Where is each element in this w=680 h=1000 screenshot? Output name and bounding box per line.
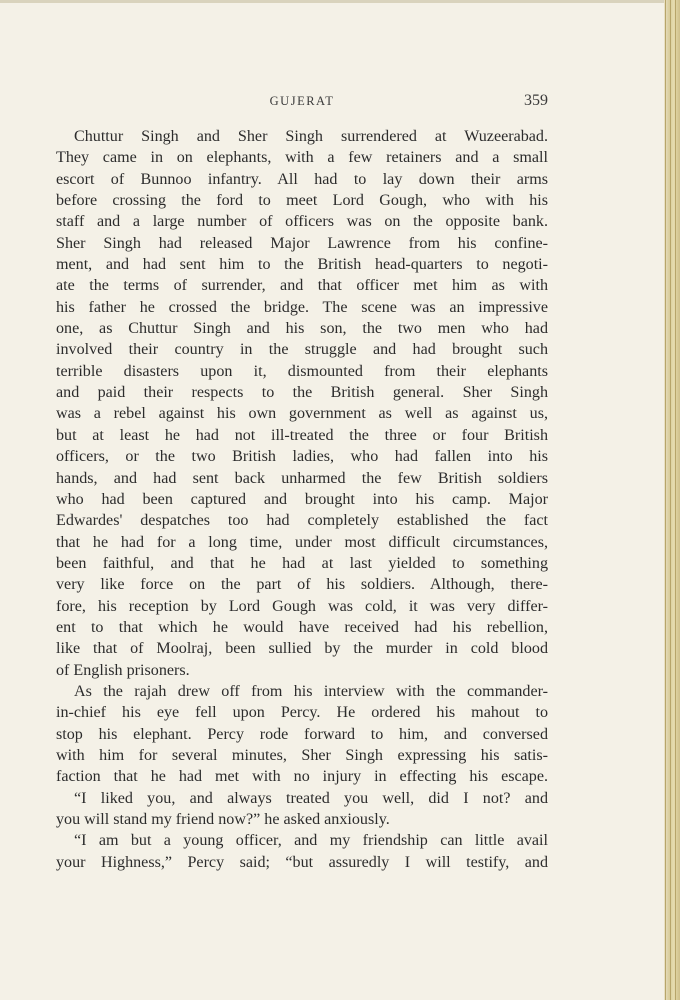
book-edge <box>664 0 680 1000</box>
text-line: your Highness,” Percy said; “but assuredly I will testify, and <box>56 853 548 871</box>
book-edge-line <box>675 0 676 1000</box>
text-line: staff and a large number of officers was on the opposite bank. <box>56 213 548 231</box>
text-line: and paid their respects to the British general. Sher Singh <box>56 384 548 402</box>
page-number: 359 <box>524 92 548 109</box>
text-line: escort of Bunnoo infantry. All had to lay down their arms <box>56 170 548 188</box>
top-edge-rule <box>0 0 680 3</box>
text-line: hands, and had sent back unharmed the few British soldiers <box>56 469 548 487</box>
book-edge-line <box>665 0 666 1000</box>
text-line: stop his elephant. Percy rode forward to him, and conversed <box>56 725 548 743</box>
text-line: ment, and had sent him to the British head-quarters to negoti- <box>56 256 548 274</box>
text-line: They came in on elephants, with a few retainers and a small <box>56 149 548 167</box>
text-line: of English prisoners. <box>56 661 190 679</box>
text-line: in-chief his eye fell upon Percy. He ordered his mahout to <box>56 704 548 722</box>
text-line: you will stand my friend now?” he asked anxiously. <box>56 811 390 828</box>
text-line: that he had for a long time, under most difficult circumstances, <box>56 533 548 551</box>
text-line: but at least he had not ill-treated the three or four British <box>56 426 548 444</box>
text-line: before crossing the ford to meet Lord Gough, who with his <box>56 192 548 210</box>
text-line: As the rajah drew off from his interview with the commander- <box>74 682 548 700</box>
text-line: “I liked you, and always treated you well, did I not? and <box>74 789 548 807</box>
text-line: “I am but a young officer, and my friendship can little avail <box>74 832 548 850</box>
text-line: who had been captured and brought into his camp. Major <box>56 490 548 508</box>
body-text <box>56 126 548 873</box>
text-line: ent to that which he would have received had his rebellion, <box>56 618 548 636</box>
running-head <box>56 92 548 114</box>
text-line: Sher Singh had released Major Lawrence from his confine- <box>56 234 548 252</box>
text-line: terrible disasters upon it, dismounted from their elephants <box>56 362 548 380</box>
text-line: ate the terms of surrender, and that officer met him as with <box>56 277 548 295</box>
chapter-title: GUJERAT <box>269 94 335 108</box>
text-line: officers, or the two British ladies, who had fallen into his <box>56 448 548 466</box>
text-line: one, as Chuttur Singh and his son, the two men who had <box>56 320 548 338</box>
text-line: like that of Moolraj, been sullied by the murder in cold blood <box>56 640 548 658</box>
text-line: Chuttur Singh and Sher Singh surrendered at Wuzeerabad. <box>74 128 548 145</box>
text-line: been faithful, and that he had at last yielded to something <box>56 554 548 572</box>
text-line: very like force on the part of his soldiers. Although, there- <box>56 576 548 594</box>
text-line: his father he crossed the bridge. The scene was an impressive <box>56 298 548 316</box>
text-line: was a rebel against his own government as well as against us, <box>56 405 548 423</box>
text-line: with him for several minutes, Sher Singh expressing his satis- <box>56 746 548 764</box>
text-line: fore, his reception by Lord Gough was cold, it was very differ- <box>56 597 548 615</box>
text-line: involved their country in the struggle and had brought such <box>56 341 548 359</box>
text-line: Edwardes' despatches too had completely established the fact <box>56 512 548 530</box>
book-edge-line <box>670 0 671 1000</box>
text-line: faction that he had met with no injury in effecting his escape. <box>56 768 548 786</box>
